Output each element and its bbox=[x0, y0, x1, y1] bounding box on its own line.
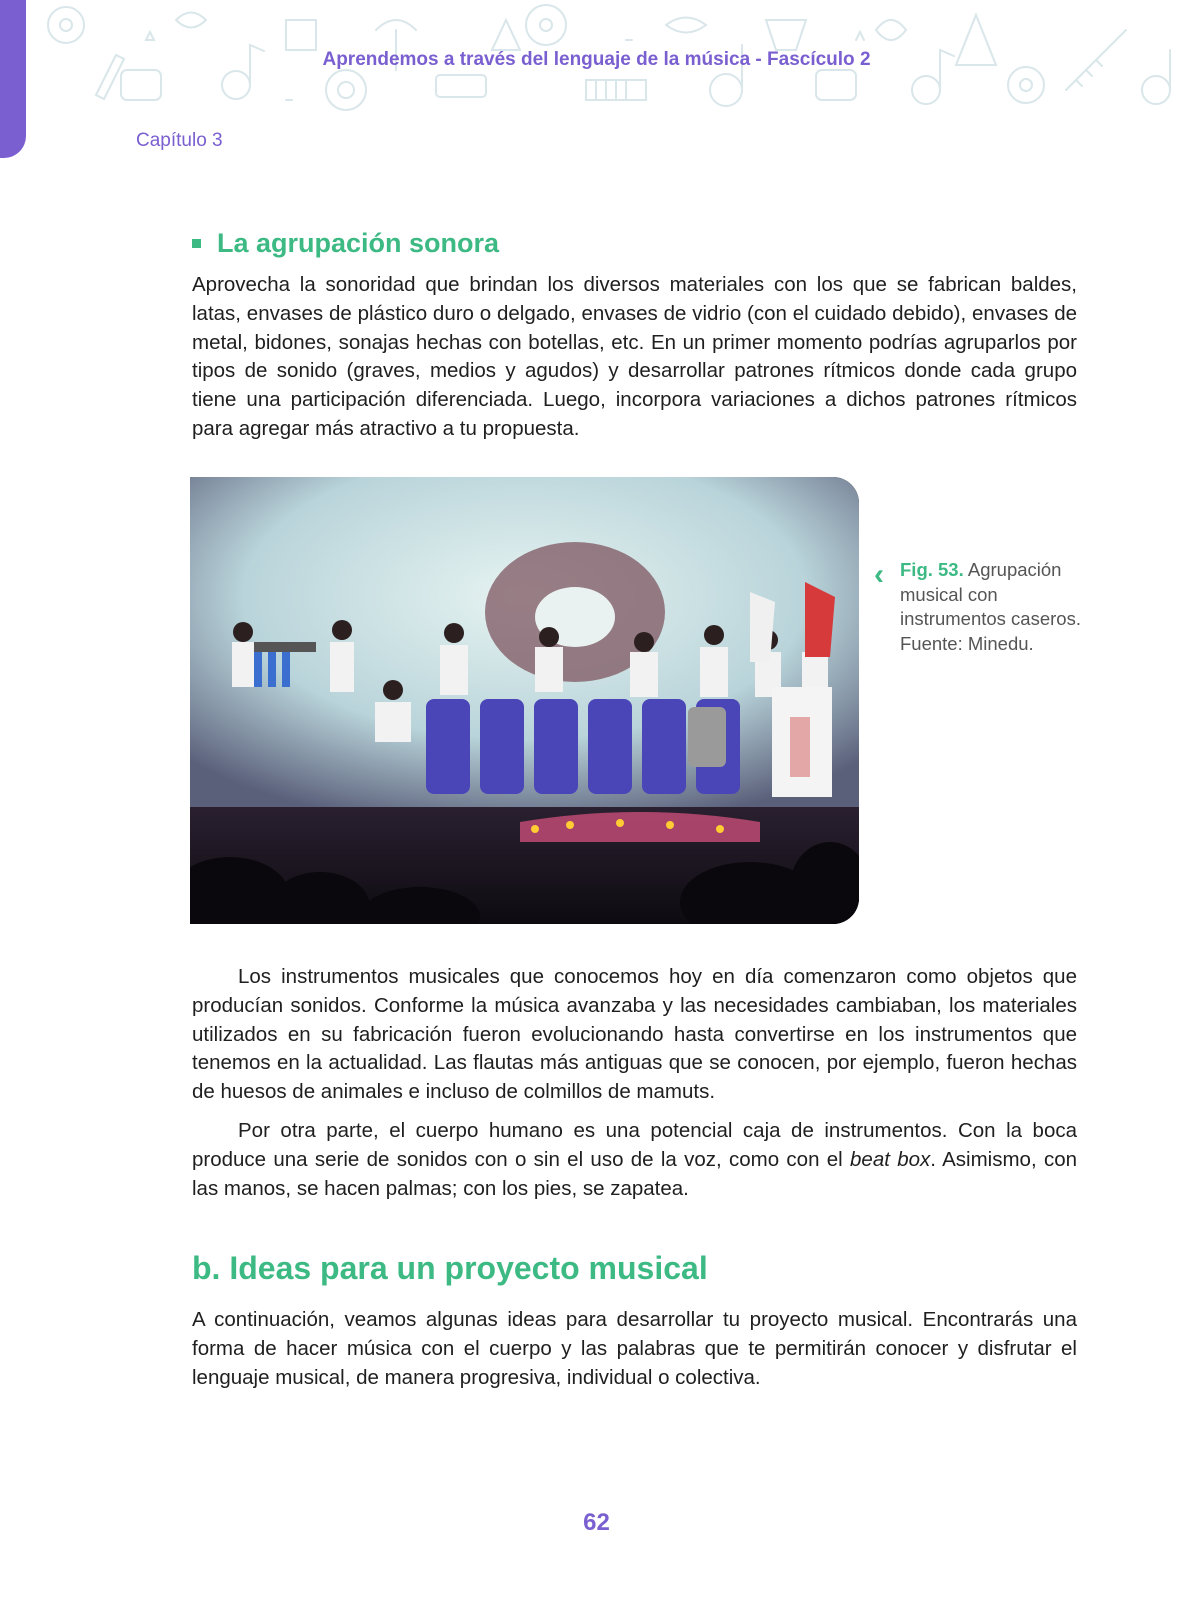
stage-photo-illustration bbox=[190, 477, 859, 924]
beat-box-term: beat box bbox=[850, 1147, 931, 1171]
square-bullet-icon bbox=[192, 239, 201, 248]
figure-caption bbox=[900, 558, 1090, 656]
paragraph-instruments: Los instrumentos musicales que conocemos hoy en día comenzaron como objetos que producían sonidos. Conforme la música avanzaba y las necesidades cambiaban, los materiales utilizados en su fabricación fueron evolucionando hasta convertirse en los instrumentos que tenemos en la actualidad. Las flautas más antiguas que se conocen, por ejemplo, fueron hechas de huesos de animales e incluso de colmillos de mamuts. bbox=[192, 965, 1077, 1104]
page-number: 62 bbox=[583, 1509, 610, 1536]
figure-photo bbox=[190, 477, 859, 924]
subsection-heading-text: La agrupación sonora bbox=[217, 228, 500, 258]
paragraph-ideas: A continuación, veamos algunas ideas para desarrollar tu proyecto musical. Encontrarás una forma de hacer música con el cuerpo y las palabras que te permitirán conocer y disfrutar el lenguaje musical, de manera progresiva, individual o colectiva. bbox=[192, 1308, 1077, 1389]
figure-label: Fig. 53. bbox=[900, 559, 964, 580]
caption-pointer-icon: ‹ bbox=[874, 558, 884, 591]
figure-caption-text: Agrupación musical con instrumentos caseros. bbox=[900, 559, 1081, 629]
paragraph-body-percussion bbox=[192, 1117, 1077, 1203]
subsection-heading bbox=[192, 228, 499, 259]
intro-text bbox=[192, 271, 1077, 444]
chapter-label: Capítulo 3 bbox=[136, 130, 223, 151]
paragraph-body-text-b: . Asimismo, con las manos, se hacen palmas; con los pies, se zapatea. bbox=[192, 1147, 1077, 1200]
section-b-text bbox=[192, 1306, 1077, 1392]
chapter-side-tab bbox=[0, 0, 26, 158]
paragraph-sonora: Aprovecha la sonoridad que brindan los diversos materiales con los que se fabrican baldes, latas, envases de plástico duro o delgado, envases de vidrio (con el cuidado debido), envases de metal, bidones, sonajas hechas con botellas, etc. En un primer momento podrías agruparlos por tipos de sonido (graves, medios y agudos) y desarrollar patrones rítmicos donde cada grupo tiene una participación diferenciada. Luego, incorpora variaciones a dichos patrones rítmicos para agregar más atractivo a tu propuesta. bbox=[192, 273, 1077, 440]
running-title: Aprendemos a través del lenguaje de la música - Fascículo 2 bbox=[322, 49, 871, 70]
body-text bbox=[192, 963, 1077, 1203]
figure-source: Fuente: Minedu. bbox=[900, 632, 1034, 654]
section-heading-b: b. Ideas para un proyecto musical bbox=[192, 1250, 708, 1286]
paragraph-body-text-a: Por otra parte, el cuerpo humano es una potencial caja de instrumentos. Con la boca produce una serie de sonidos con o sin el uso de la voz, como con el bbox=[192, 1118, 1077, 1171]
